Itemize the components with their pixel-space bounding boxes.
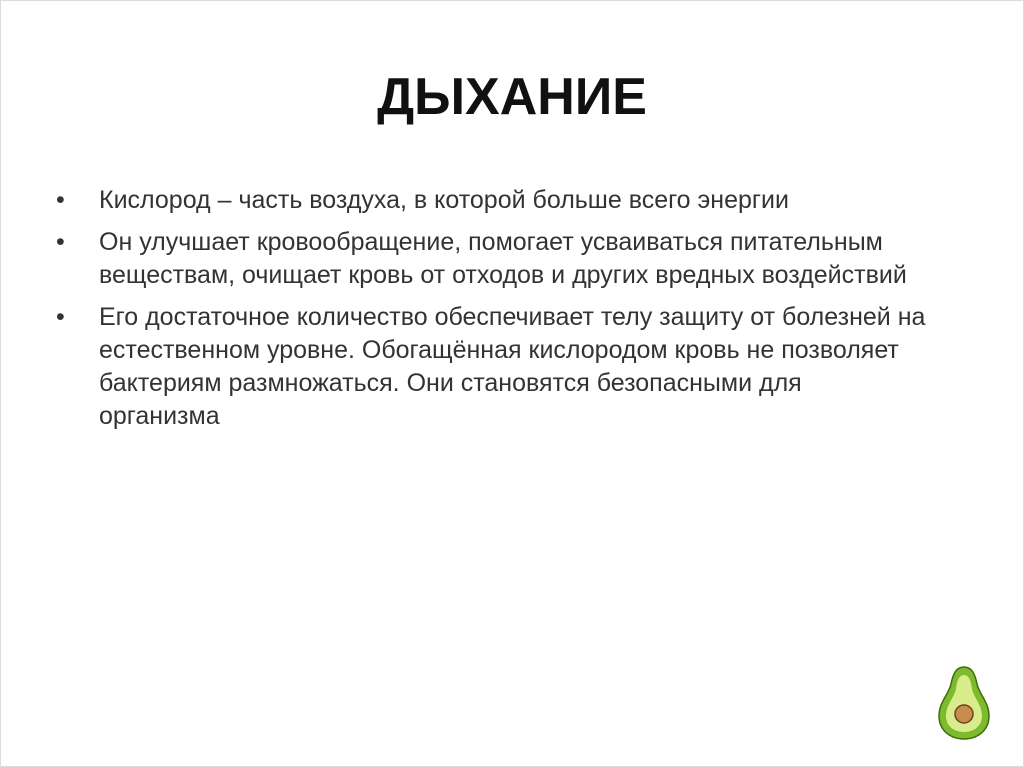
bullet-text <box>99 184 999 217</box>
bullet-point-icon: • <box>56 228 65 256</box>
bullet-text <box>99 226 999 292</box>
avocado-pit <box>955 705 973 723</box>
avocado-icon <box>936 664 992 742</box>
bullet-text <box>99 301 999 433</box>
bullet-text-line: Кислород – часть воздуха, в которой больше всего энергии <box>99 186 789 214</box>
bullet-item <box>0 184 1024 217</box>
bullet-point-icon: • <box>56 303 65 331</box>
bullet-point-icon: • <box>56 186 65 214</box>
bullet-list <box>0 184 1024 442</box>
bullet-text-line: бактериям размножаться. Они становятся безопасными для <box>99 369 802 397</box>
slide-title: ДЫХАНИЕ <box>377 68 647 126</box>
bullet-text-line: веществам, очищает кровь от отходов и других вредных воздействий <box>99 261 907 289</box>
bullet-text-line: Его достаточное количество обеспечивает телу защиту от болезней на <box>99 303 926 331</box>
bullet-text-line: естественном уровне. Обогащённая кислородом кровь не позволяет <box>99 336 899 364</box>
bullet-item <box>0 226 1024 292</box>
bullet-text-line: организма <box>99 402 220 430</box>
bullet-item <box>0 301 1024 433</box>
bullet-text-line: Он улучшает кровообращение, помогает усваиваться питательным <box>99 228 883 256</box>
